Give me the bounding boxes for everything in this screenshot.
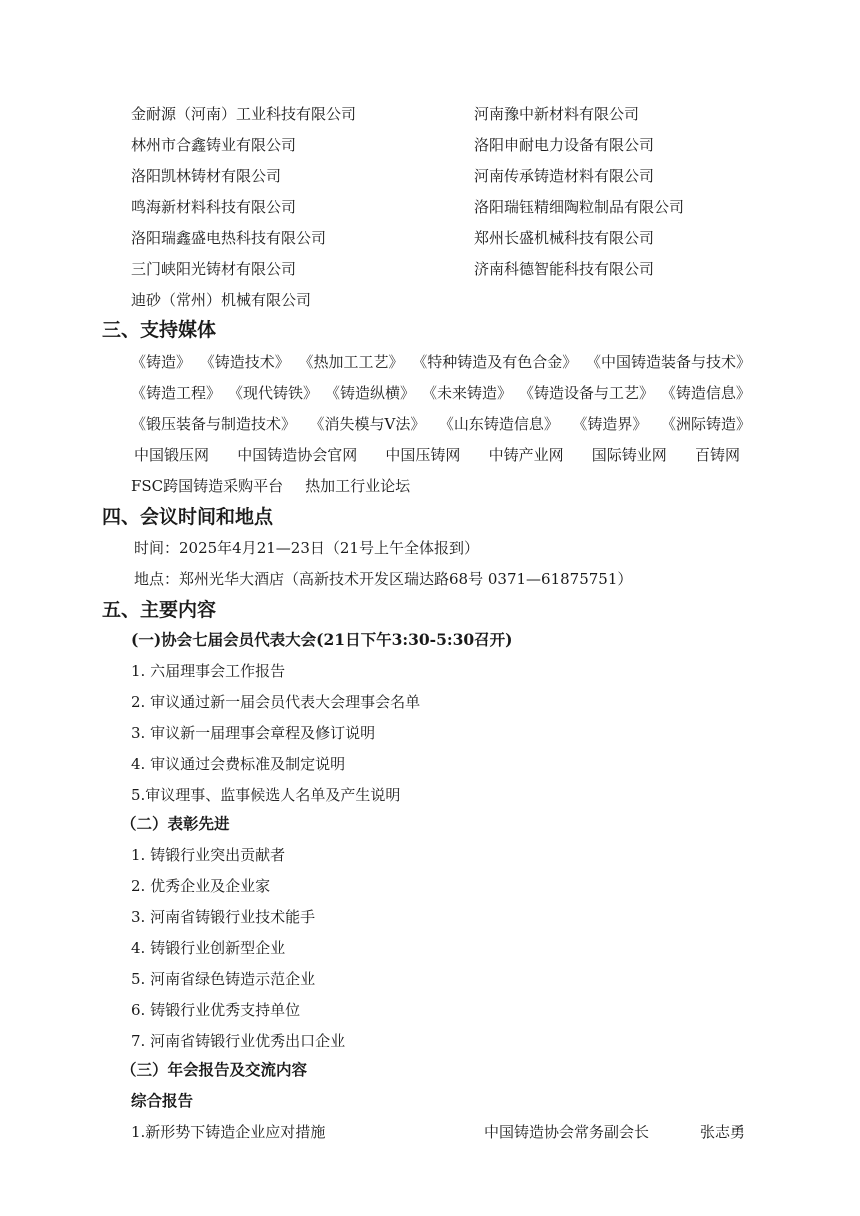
media-row (131, 414, 751, 434)
list-item: 3. 审议新一届理事会章程及修订说明 (131, 724, 376, 742)
list-item: 2. 审议通过新一届会员代表大会理事会名单 (131, 693, 421, 711)
report-speaker-org: 中国铸造协会常务副会长 (484, 1123, 650, 1141)
media-item: 《现代铸铁》 (227, 384, 318, 402)
section-heading-media: 三、支持媒体 (102, 319, 217, 341)
list-item: 4. 铸锻行业创新型企业 (131, 939, 286, 957)
subsection-title: (一)协会七届会员代表大会(21日下午3:30-5:30召开) (131, 630, 513, 649)
company-name: 林州市合鑫铸业有限公司 (131, 136, 297, 154)
company-name: 金耐源（河南）工业科技有限公司 (131, 105, 357, 123)
list-item: 5. 河南省绿色铸造示范企业 (131, 970, 316, 988)
media-item: 《特种铸造及有色合金》 (412, 353, 578, 371)
report-speaker-name: 张志勇 (700, 1123, 746, 1141)
media-item: 中国锻压网 (134, 446, 210, 464)
media-row (131, 476, 751, 496)
media-item: 《铸造技术》 (199, 353, 290, 371)
company-name: 洛阳申耐电力设备有限公司 (474, 136, 655, 154)
company-name: 河南传承铸造材料有限公司 (474, 167, 655, 185)
media-item: 国际铸业网 (591, 446, 667, 464)
media-item: 《热加工工艺》 (298, 353, 404, 371)
media-item: 《铸造界》 (572, 415, 648, 433)
company-name: 济南科德智能科技有限公司 (474, 260, 655, 278)
company-name: 郑州长盛机械科技有限公司 (474, 229, 655, 247)
media-item: 《铸造设备与工艺》 (518, 384, 654, 402)
media-item: 《锻压装备与制造技术》 (131, 415, 297, 433)
media-row (131, 383, 751, 403)
media-row (131, 352, 751, 372)
subsection-title: （三）年会报告及交流内容 (121, 1060, 308, 1079)
list-item: 1. 六届理事会工作报告 (131, 662, 286, 680)
report-category: 综合报告 (131, 1091, 194, 1110)
media-item: 《铸造纵横》 (324, 384, 415, 402)
media-item: 《消失模与V法》 (309, 415, 426, 433)
section-heading-content: 五、主要内容 (102, 599, 217, 621)
company-name: 鸣海新材料科技有限公司 (131, 198, 297, 216)
media-item: FSC跨国铸造采购平台 (131, 477, 284, 495)
media-item: 《铸造》 (131, 353, 192, 371)
company-name: 河南豫中新材料有限公司 (474, 105, 640, 123)
company-name: 洛阳瑞鑫盛电热科技有限公司 (131, 229, 327, 247)
media-item: 中铸产业网 (488, 446, 564, 464)
company-name: 三门峡阳光铸材有限公司 (131, 260, 297, 278)
list-item: 1. 铸锻行业突出贡献者 (131, 846, 286, 864)
company-name: 洛阳凯林铸材有限公司 (131, 167, 282, 185)
list-item: 2. 优秀企业及企业家 (131, 877, 271, 895)
media-item: 《中国铸造装备与技术》 (585, 353, 751, 371)
list-item: 4. 审议通过会费标准及制定说明 (131, 755, 346, 773)
media-item: 《铸造工程》 (131, 384, 222, 402)
company-name: 洛阳瑞钰精细陶粒制品有限公司 (474, 198, 685, 216)
list-item: 6. 铸锻行业优秀支持单位 (131, 1001, 301, 1019)
company-name: 迪砂（常州）机械有限公司 (131, 291, 312, 309)
media-item: 《山东铸造信息》 (438, 415, 559, 433)
media-item: 中国压铸网 (385, 446, 461, 464)
media-row (134, 445, 740, 465)
meeting-time: 时间：2025年4月21—23日（21号上午全体报到） (134, 539, 479, 557)
media-item: 中国铸造协会官网 (237, 446, 358, 464)
list-item: 5.审议理事、监事候选人名单及产生说明 (131, 786, 401, 804)
section-heading-meeting: 四、会议时间和地点 (102, 506, 274, 528)
media-item: 《未来铸造》 (421, 384, 512, 402)
list-item: 7. 河南省铸锻行业优秀出口企业 (131, 1032, 346, 1050)
report-title: 1.新形势下铸造企业应对措施 (131, 1123, 326, 1141)
list-item: 3. 河南省铸锻行业技术能手 (131, 908, 316, 926)
media-item: 《洲际铸造》 (660, 415, 751, 433)
media-item: 《铸造信息》 (660, 384, 751, 402)
media-item: 热加工行业论坛 (305, 477, 411, 495)
media-item: 百铸网 (694, 446, 740, 464)
meeting-place: 地点：郑州光华大酒店（高新技术开发区瑞达路68号 0371—61875751） (134, 570, 633, 588)
subsection-title: （二）表彰先进 (121, 814, 230, 833)
